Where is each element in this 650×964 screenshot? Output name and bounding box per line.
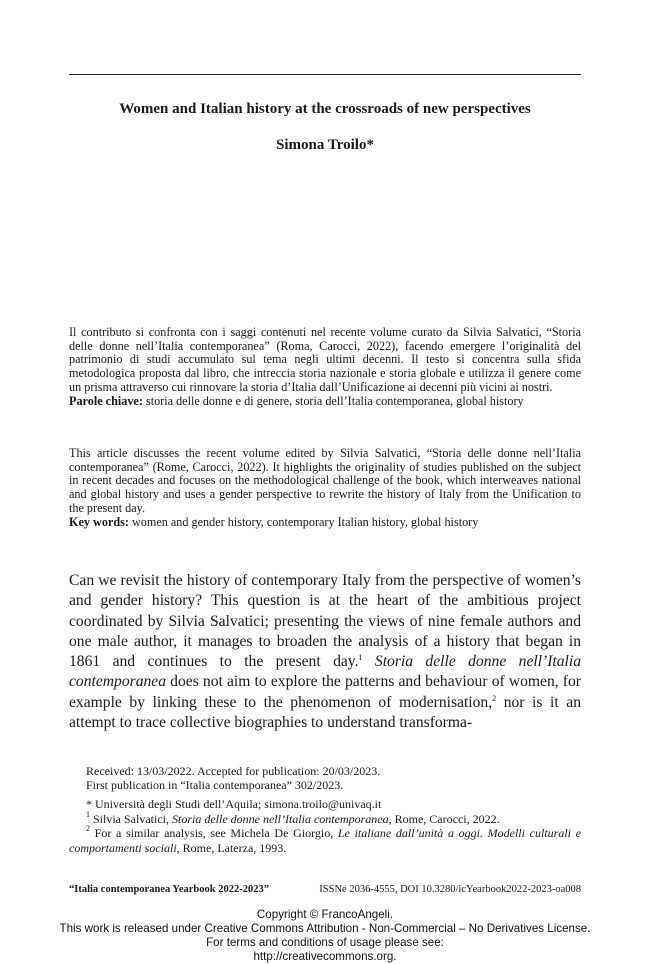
footnote-2-pre: For a similar analysis, see Michela De Giorgio, — [90, 826, 338, 841]
issn-doi[interactable]: ISSNe 2036-4555, DOI 10.3280/icYearbook2022-2023-oa008 — [319, 884, 581, 895]
footnote-ref-1[interactable]: 1 — [358, 653, 363, 663]
first-publication-line: First publication in “Italia contemporanea” 302/2023. — [86, 778, 344, 792]
affiliation-note: * Università degli Studi dell’Aquila; simona.troilo@univaq.it — [86, 797, 382, 811]
keywords-english: women and gender history, contemporary Italian history, global history — [131, 514, 479, 529]
footnote-2-title: Le italiane dall’unità a oggi. Modelli culturali e comportamenti sociali — [69, 826, 581, 855]
abstract-english-text: This article discusses the recent volume edited by Silvia Salvatici, “Storia delle donne nell’Italia contemporanea” (Rome, Carocci, 2022). It highlights the originality of studies published on the subject in recent decades and focuses on the methodological challenge of the book, which interweaves national and global history and uses a gender perspective to rewrite the history of Italy from the Unification to the present day. — [69, 446, 581, 515]
footnote-1-post: , Rome, Carocci, 2022. — [388, 811, 500, 826]
body-text-part3: nor is it an attempt to trace collective biographies to understand transforma- — [69, 693, 581, 732]
article-title: Women and Italian history at the crossroads of new perspectives — [119, 101, 531, 117]
publication-dates — [86, 764, 581, 792]
footnote-1 — [69, 809, 581, 827]
footnote-2-mark: 2 — [86, 824, 90, 834]
keywords-label-english: Key words: — [69, 514, 129, 529]
keywords-italian: storia delle donne e di genere, storia dell’Italia contemporanea, global history — [145, 393, 524, 408]
received-line: Received: 13/03/2022. Accepted for publication: 20/03/2023. — [86, 764, 381, 778]
body-paragraph — [69, 571, 581, 733]
abstract-italian — [69, 326, 581, 408]
footnote-2 — [69, 826, 581, 855]
body-text-part2: does not aim to explore the patterns and behaviour of women, for example by linking these to the phenomenon of modernisation, — [69, 673, 581, 711]
terms-line: For terms and conditions of usage please see: — [206, 936, 444, 949]
footnote-1-pre: Silvia Salvatici, — [90, 811, 172, 826]
abstract-english — [69, 447, 581, 529]
footnote-ref-2[interactable]: 2 — [492, 693, 497, 703]
footnotes — [69, 797, 581, 855]
footnote-1-title: Storia delle donne nell’Italia contemporanea — [172, 811, 389, 826]
license-block — [0, 908, 650, 964]
license-line: This work is released under Creative Commons Attribution - Non-Commercial – No Derivatives License. — [59, 922, 591, 935]
journal-name: “Italia contemporanea Yearbook 2022-2023” — [69, 884, 269, 895]
license-link[interactable]: http://creativecommons.org. — [253, 950, 397, 963]
book-title: Storia delle donne nell’Italia contemporanea — [69, 653, 582, 691]
copyright-line: Copyright © FrancoAngeli. — [256, 908, 394, 921]
keywords-label-italian: Parole chiave: — [69, 393, 143, 408]
footnote-2-post: , Rome, Laterza, 1993. — [176, 840, 287, 855]
footnote-1-mark: 1 — [86, 809, 90, 819]
abstract-italian-text: Il contributo si confronta con i saggi contenuti nel recente volume curato da Silvia Salvatici, “Storia delle donne nell’Italia contemporanea” (Roma, Carocci, 2022), facendo emergere l’originalità del patrimonio di studi accumulato sul tema negli ultimi decenni. Il testo si concentra sulla sfida metodologica proposta dal libro, che intreccia storia nazionale e storia globale e utilizza il genere come un prisma attraverso cui rinnovare la storia d’Italia dall’Unificazione ai decenni più vicini ai nostri. — [69, 325, 581, 394]
article-author: Simona Troilo* — [276, 137, 374, 153]
body-text-part1: Can we revisit the history of contemporary Italy from the perspective of women’s and gender history? This question is at the heart of the ambitious project coordinated by Silvia Salvatici; presenting the views of nine female authors and one male author, it manages to broaden the analysis of a history that began in 1861 and continues to the present day. — [69, 572, 581, 671]
header-rule — [69, 74, 581, 75]
